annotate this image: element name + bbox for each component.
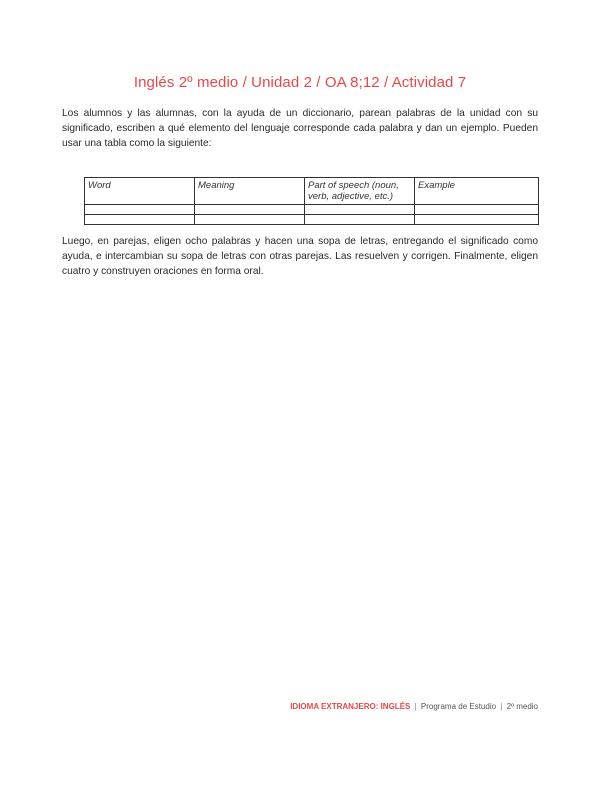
table-cell [195, 205, 305, 215]
follow-up-paragraph: Luego, en parejas, eligen ocho palabras y hacen una sopa de letras, entregando el significado como ayuda, e intercambian su sopa de letras con otras parejas. Las resuelven y corrigen. Finalmente, eligen cuatro y construyen oraciones en forma oral. [62, 236, 538, 277]
page-footer [290, 702, 538, 711]
table-header-meaning: Meaning [195, 178, 305, 205]
table-row [85, 215, 539, 225]
table-row [85, 205, 539, 215]
table-header-word: Word [85, 178, 195, 205]
vocabulary-table [84, 177, 539, 225]
footer-subject: IDIOMA EXTRANJERO: INGLÉS [290, 702, 411, 711]
table-cell [415, 205, 539, 215]
page-title: Inglés 2º medio / Unidad 2 / OA 8;12 / Actividad 7 [133, 74, 467, 91]
table-header-example: Example [415, 178, 539, 205]
table-header-part-of-speech: Part of speech (noun, verb, adjective, etc.) [305, 178, 415, 205]
table-cell [305, 215, 415, 225]
table-cell [305, 205, 415, 215]
footer-program: Programa de Estudio [420, 702, 497, 711]
table-cell [85, 215, 195, 225]
footer-grade: 2º medio [506, 702, 538, 711]
footer-separator: | [500, 702, 503, 711]
table-cell [85, 205, 195, 215]
table-cell [195, 215, 305, 225]
footer-separator: | [414, 702, 417, 711]
table-header-row [85, 178, 539, 205]
table-cell [415, 215, 539, 225]
intro-paragraph: Los alumnos y las alumnas, con la ayuda de un diccionario, parean palabras de la unidad con su significado, escriben a qué elemento del lenguaje corresponde cada palabra y dan un ejemplo. Pueden usar una tabla como la siguiente: [62, 108, 538, 149]
